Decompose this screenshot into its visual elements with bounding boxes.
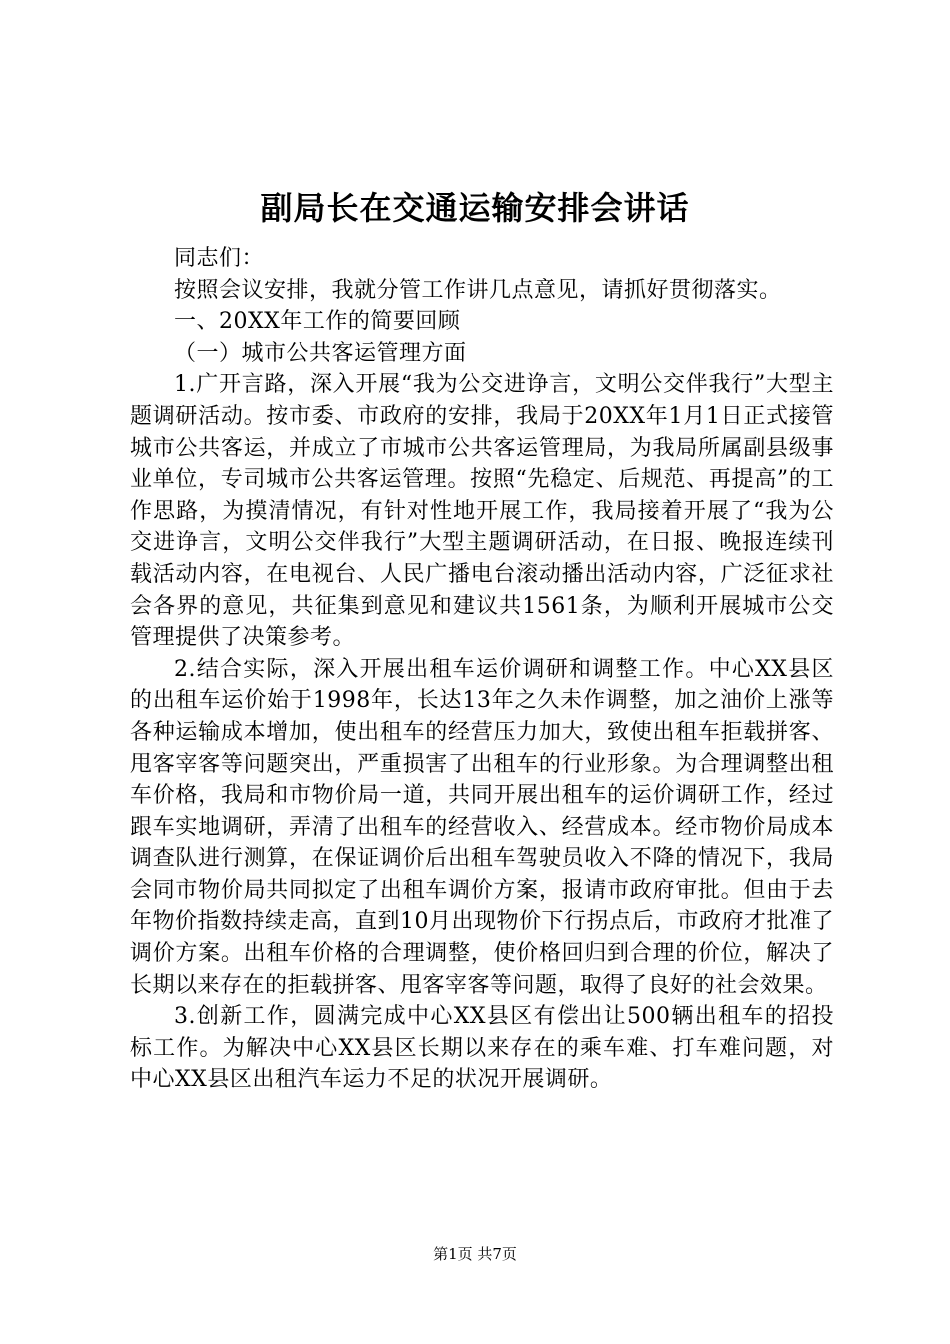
subsection-heading: （一）城市公共客运管理方面: [174, 340, 467, 366]
body-paragraph: 3.创新工作，圆满完成中心XX县区有偿出让500辆出租车的招投标工作。为解决中心XX县区长期以来存在的乘车难、打车难问题，对中心XX县区出租汽车运力不足的状况开展调研。: [130, 1004, 834, 1093]
page-number-footer: 第1页 共7页: [433, 1245, 517, 1263]
document-body: [130, 243, 834, 1096]
intro-paragraph: 按照会议安排，我就分管工作讲几点意见，请抓好贯彻落实。: [174, 277, 782, 303]
salutation: 同志们：: [174, 246, 265, 271]
body-paragraph: 1.广开言路，深入开展“我为公交进诤言，文明公交伴我行”大型主题调研活动。按市委、市政府的安排，我局于20XX年1月1日正式接管城市公共客运，并成立了市城市公共客运管理局，为我局所属副县级事业单位，专司城市公共客运管理。按照“先稳定、后规范、再提高”的工作思路，为摸清情况，有针对性地开展工作，我局接着开展了“我为公交进诤言，文明公交伴我行”大型主题调研活动，在日报、晚报连续刊载活动内容，在电视台、人民广播电台滚动播出活动内容，广泛征求社会各界的意见，共征集到意见和建议共1561条，为顺利开展城市公交管理提供了决策参考。: [130, 372, 834, 651]
document-title: 副局长在交通运输安排会讲话: [260, 189, 690, 227]
section-heading: 一、20XX年工作的简要回顾: [174, 309, 461, 335]
body-paragraph: 2.结合实际，深入开展出租车运价调研和调整工作。中心XX县区的出租车运价始于1998年，长达13年之久未作调整，加之油价上涨等各种运输成本增加，使出租车的经营压力加大，致使出租车拒载拼客、甩客宰客等问题突出，严重损害了出租车的行业形象。为合理调整出租车价格，我局和市物价局一道，共同开展出租车的运价调研工作，经过跟车实地调研，弄清了出租车的经营收入、经营成本。经市物价局成本调查队进行测算，在保证调价后出租车驾驶员收入不降的情况下，我局会同市物价局共同拟定了出租车调价方案，报请市政府审批。但由于去年物价指数持续走高，直到10月出现物价下行拐点后，市政府才批准了调价方案。出租车价格的合理调整，使价格回归到合理的价位，解决了长期以来存在的拒载拼客、甩客宰客等问题，取得了良好的社会效果。: [130, 656, 834, 998]
